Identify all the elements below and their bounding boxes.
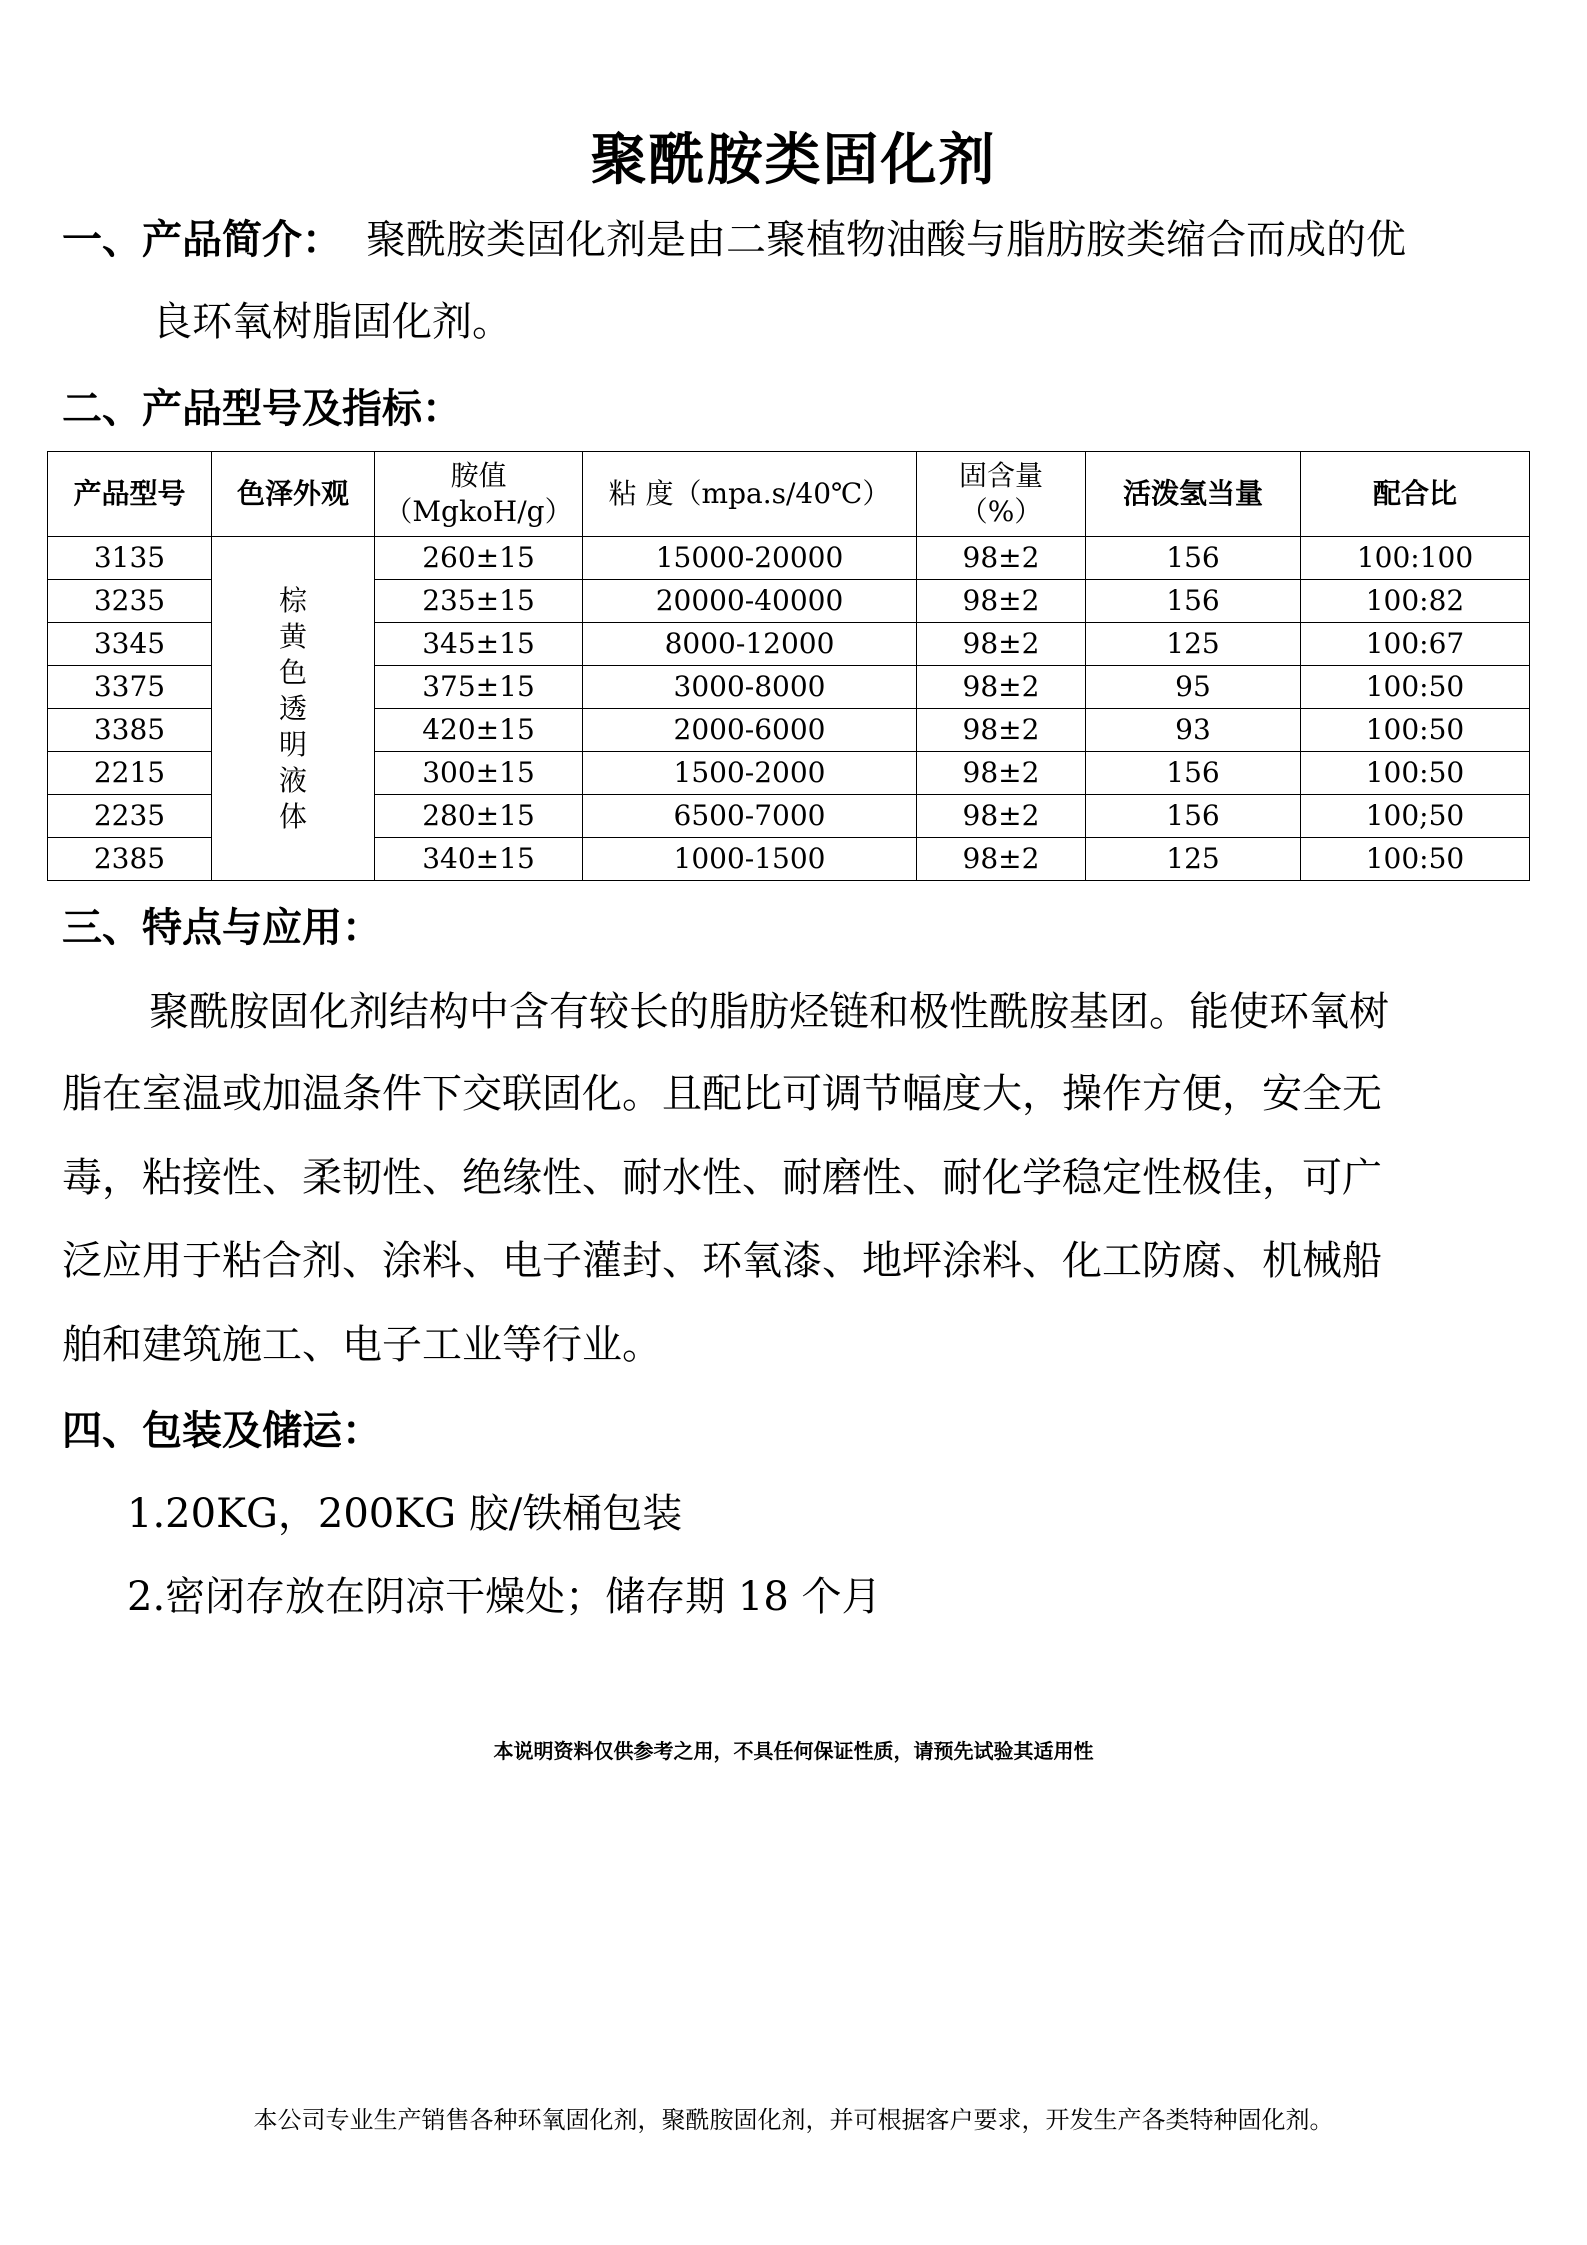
packaging-item: 2.密闭存放在阴凉干燥处；储存期 18 个月 [127, 1574, 882, 1620]
appearance-char: 体 [278, 799, 307, 833]
col-header-amine [375, 452, 583, 537]
features-line: 毒，粘接性、柔韧性、绝缘性、耐水性、耐磨性、耐化学稳定性极佳，可广 [62, 1155, 1382, 1201]
cell-model: 3135 [48, 537, 212, 580]
cell-amine: 345±15 [375, 623, 583, 666]
cell-model: 2215 [48, 752, 212, 795]
col-header-viscosity: 粘 度（mpa.s/40℃） [583, 452, 917, 537]
cell-solids: 98±2 [917, 537, 1086, 580]
cell-ratio: 100:100 [1301, 537, 1530, 580]
cell-solids: 98±2 [917, 795, 1086, 838]
intro-heading: 一、产品简介： [62, 216, 342, 263]
cell-solids: 98±2 [917, 666, 1086, 709]
col-header-solids [917, 452, 1086, 537]
cell-viscosity: 15000-20000 [583, 537, 917, 580]
cell-hydrogen: 125 [1086, 838, 1301, 881]
intro-text-line2: 良环氧树脂固化剂。 [152, 299, 512, 345]
appearance-char: 黄 [278, 619, 307, 653]
cell-model: 3345 [48, 623, 212, 666]
appearance-char: 液 [278, 763, 307, 797]
cell-ratio: 100:67 [1301, 623, 1530, 666]
cell-viscosity: 20000-40000 [583, 580, 917, 623]
col-header-color: 色泽外观 [212, 452, 375, 537]
cell-hydrogen: 93 [1086, 709, 1301, 752]
disclaimer-note: 本说明资料仅供参考之用，不具任何保证性质，请预先试验其适用性 [493, 1739, 1094, 1763]
cell-ratio: 100:82 [1301, 580, 1530, 623]
cell-amine: 235±15 [375, 580, 583, 623]
cell-model: 3235 [48, 580, 212, 623]
cell-hydrogen: 156 [1086, 537, 1301, 580]
col-header-amine-line1: 胺值 [450, 459, 507, 492]
col-header-solids-line2: （%） [959, 495, 1043, 528]
cell-amine: 420±15 [375, 709, 583, 752]
appearance-char: 色 [278, 655, 307, 689]
appearance-char: 明 [278, 727, 307, 761]
packaging-heading: 四、包装及储运： [62, 1407, 382, 1454]
appearance-char: 透 [278, 691, 307, 725]
cell-ratio: 100:50 [1301, 709, 1530, 752]
company-footer: 本公司专业生产销售各种环氧固化剂，聚酰胺固化剂，并可根据客户要求，开发生产各类特种固化剂。 [253, 2106, 1334, 2134]
spec-table [47, 451, 1530, 881]
cell-viscosity: 6500-7000 [583, 795, 917, 838]
features-line: 聚酰胺固化剂结构中含有较长的脂肪烃链和极性酰胺基团。能使环氧树 [149, 989, 1389, 1035]
features-line: 泛应用于粘合剂、涂料、电子灌封、环氧漆、地坪涂料、化工防腐、机械船 [62, 1238, 1382, 1284]
cell-model: 2235 [48, 795, 212, 838]
cell-appearance [212, 537, 375, 881]
cell-solids: 98±2 [917, 709, 1086, 752]
cell-amine: 340±15 [375, 838, 583, 881]
cell-hydrogen: 156 [1086, 795, 1301, 838]
cell-model: 3385 [48, 709, 212, 752]
col-header-hydrogen: 活泼氢当量 [1086, 452, 1301, 537]
cell-viscosity: 2000-6000 [583, 709, 917, 752]
cell-solids: 98±2 [917, 838, 1086, 881]
features-line: 脂在室温或加温条件下交联固化。且配比可调节幅度大，操作方便，安全无 [62, 1071, 1382, 1117]
cell-ratio: 100:50 [1301, 838, 1530, 881]
features-heading: 三、特点与应用： [62, 904, 382, 951]
cell-viscosity: 1500-2000 [583, 752, 917, 795]
models-heading: 二、产品型号及指标： [62, 385, 462, 432]
col-header-ratio: 配合比 [1301, 452, 1530, 537]
cell-model: 3375 [48, 666, 212, 709]
cell-hydrogen: 156 [1086, 580, 1301, 623]
col-header-amine-line2: （MgkoH/g） [384, 495, 573, 528]
features-line: 舶和建筑施工、电子工业等行业。 [62, 1322, 662, 1368]
cell-solids: 98±2 [917, 623, 1086, 666]
cell-viscosity: 3000-8000 [583, 666, 917, 709]
page-title: 聚酰胺类固化剂 [590, 127, 997, 193]
col-header-model: 产品型号 [48, 452, 212, 537]
cell-viscosity: 1000-1500 [583, 838, 917, 881]
table-row [48, 537, 1530, 580]
cell-hydrogen: 125 [1086, 623, 1301, 666]
cell-amine: 280±15 [375, 795, 583, 838]
cell-solids: 98±2 [917, 752, 1086, 795]
table-header-row [48, 452, 1530, 537]
cell-ratio: 100:50 [1301, 752, 1530, 795]
cell-viscosity: 8000-12000 [583, 623, 917, 666]
appearance-char: 棕 [278, 583, 307, 617]
cell-hydrogen: 95 [1086, 666, 1301, 709]
cell-hydrogen: 156 [1086, 752, 1301, 795]
cell-amine: 300±15 [375, 752, 583, 795]
cell-amine: 375±15 [375, 666, 583, 709]
cell-ratio: 100:50 [1301, 666, 1530, 709]
col-header-solids-line1: 固含量 [958, 459, 1043, 492]
cell-solids: 98±2 [917, 580, 1086, 623]
packaging-item: 1.20KG，200KG 胶/铁桶包装 [127, 1491, 683, 1537]
cell-ratio: 100;50 [1301, 795, 1530, 838]
intro-text-line1: 聚酰胺类固化剂是由二聚植物油酸与脂肪胺类缩合而成的优 [366, 217, 1406, 263]
cell-amine: 260±15 [375, 537, 583, 580]
cell-model: 2385 [48, 838, 212, 881]
